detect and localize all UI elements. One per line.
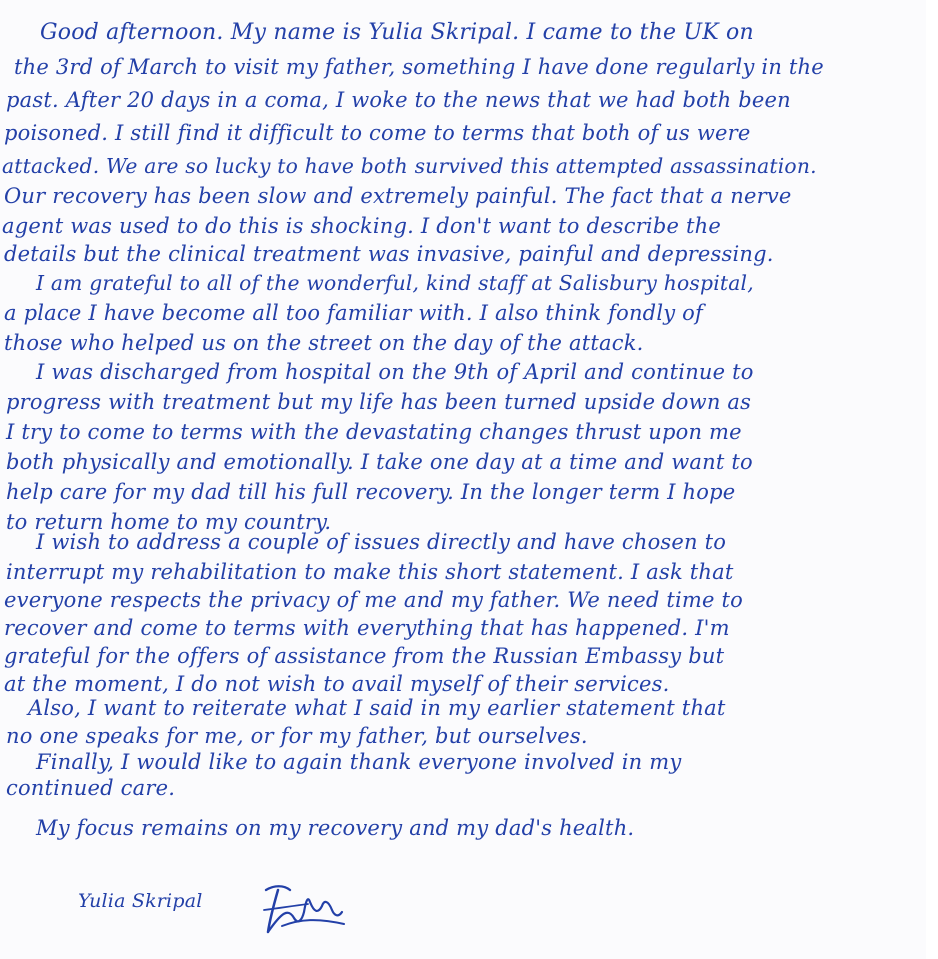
page-edge: [926, 0, 938, 959]
letter-line-11: those who helped us on the street on the day of the attack.: [4, 331, 644, 355]
letter-line-27: continued care.: [6, 776, 176, 800]
letter-line-8: details but the clinical treatment was invasive, painful and depressing.: [4, 242, 774, 266]
signoff-name: Yulia Skripal: [78, 890, 203, 912]
letter-line-14: I try to come to terms with the devastating changes thrust upon me: [6, 420, 742, 444]
letter-line-10: a place I have become all too familiar with. I also think fondly of: [4, 301, 703, 325]
letter-line-1: Good afternoon. My name is Yulia Skripal. I came to the UK on: [40, 20, 754, 45]
letter-line-5: attacked. We are so lucky to have both survived this attempted assassination.: [2, 154, 817, 178]
letter-line-25: no one speaks for me, or for my father, but ourselves.: [6, 724, 588, 748]
letter-line-17: to return home to my country.: [6, 510, 332, 534]
letter-line-21: recover and come to terms with everything that has happened. I'm: [4, 616, 730, 640]
letter-line-9: I am grateful to all of the wonderful, kind staff at Salisbury hospital,: [36, 271, 754, 295]
letter-line-22: grateful for the offers of assistance from the Russian Embassy but: [4, 644, 725, 668]
letter-line-7: agent was used to do this is shocking. I don't want to describe the: [2, 214, 721, 238]
letter-line-19: interrupt my rehabilitation to make this short statement. I ask that: [6, 560, 734, 584]
letter-line-2: the 3rd of March to visit my father, something I have done regularly in the: [14, 55, 824, 79]
letter-line-3: past. After 20 days in a coma, I woke to the news that we had both been: [6, 88, 791, 112]
letter-line-15: both physically and emotionally. I take one day at a time and want to: [6, 450, 753, 474]
letter-line-12: I was discharged from hospital on the 9th of April and continue to: [36, 360, 754, 384]
handwritten-signature-icon: [258, 880, 348, 936]
letter-line-28: My focus remains on my recovery and my dad's health.: [36, 816, 635, 840]
letter-line-16: help care for my dad till his full recovery. In the longer term I hope: [6, 480, 736, 504]
letter-line-24: Also, I want to reiterate what I said in my earlier statement that: [28, 696, 726, 720]
letter-line-13: progress with treatment but my life has been turned upside down as: [6, 390, 752, 414]
letter-line-26: Finally, I would like to again thank everyone involved in my: [36, 750, 682, 774]
letter-line-6: Our recovery has been slow and extremely painful. The fact that a nerve: [4, 184, 792, 208]
letter-line-20: everyone respects the privacy of me and my father. We need time to: [4, 588, 744, 612]
letter-line-23: at the moment, I do not wish to avail myself of their services.: [4, 672, 670, 696]
letter-line-18: I wish to address a couple of issues directly and have chosen to: [36, 530, 727, 554]
letter-line-4: poisoned. I still find it difficult to come to terms that both of us were: [4, 121, 751, 145]
